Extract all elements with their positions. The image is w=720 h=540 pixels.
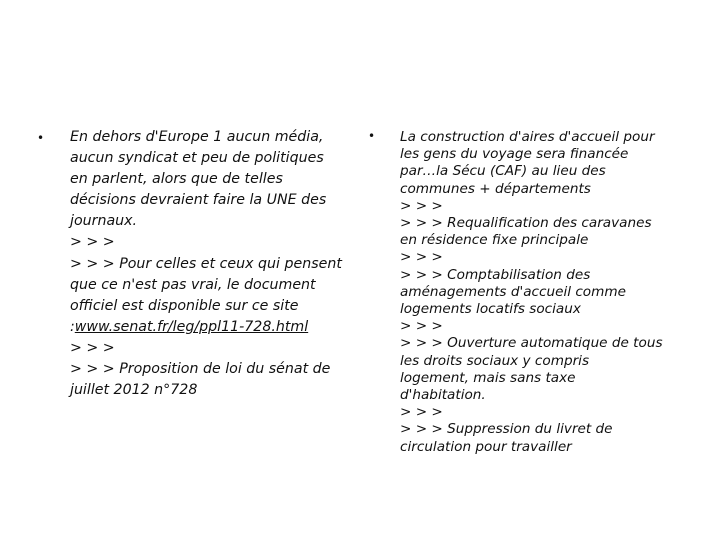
text-line: > > > Proposition de loi du sénat de [70,361,331,378]
text-line: > > > [400,404,443,421]
text-line: d'habitation. [400,387,486,404]
text-line: logements locatifs sociaux [400,301,581,318]
text-line: > > > Ouverture automatique de tous [400,335,663,352]
text-line: aménagements d'accueil comme [400,283,626,300]
text-line: décisions devraient faire la UNE des [70,192,327,209]
text-line: > > > Comptabilisation des [400,266,591,283]
text-line: > > > [400,249,443,266]
text-line: En dehors d'Europe 1 aucun média, [70,129,324,145]
text-line: circulation pour travailler [400,438,572,455]
bullet-left: • [37,131,45,145]
bullet-right: • [368,129,376,143]
text-line: par…la Sécu (CAF) au lieu des [400,163,606,180]
text-line: > > > Requalification des caravanes [400,215,652,232]
text-line: les droits sociaux y compris [400,352,590,369]
text-line: > > > [400,197,443,214]
text-line: en parlent, alors que de telles [70,171,283,188]
text-line: > > > Suppression du livret de [400,421,613,438]
left-text-column [70,127,345,401]
text-line: La construction d'aires d'accueil pour [400,129,655,145]
text-line: les gens du voyage sera financée [400,146,629,163]
text-line: juillet 2012 n°728 [70,382,198,399]
text-line: logement, mais sans taxe [400,369,576,386]
text-line: officiel est disponible sur ce site [70,297,299,314]
text-line: > > > Pour celles et ceux qui pensent [70,255,342,272]
text-line: communes + départements [400,180,591,197]
text-line: en résidence fixe principale [400,232,589,249]
text-line: que ce n'est pas vrai, le document [70,276,316,293]
right-text-column [400,129,690,456]
text-line: > > > [70,234,115,251]
text-line: > > > [70,339,115,356]
link-line [70,317,345,338]
text-line: aucun syndicat et peu de politiques [70,150,324,167]
link-prefix: : [70,318,75,335]
text-line: > > > [400,318,443,335]
text-line: journaux. [70,213,138,230]
senat-link[interactable]: www.senat.fr/leg/ppl11-728.html [74,318,309,335]
